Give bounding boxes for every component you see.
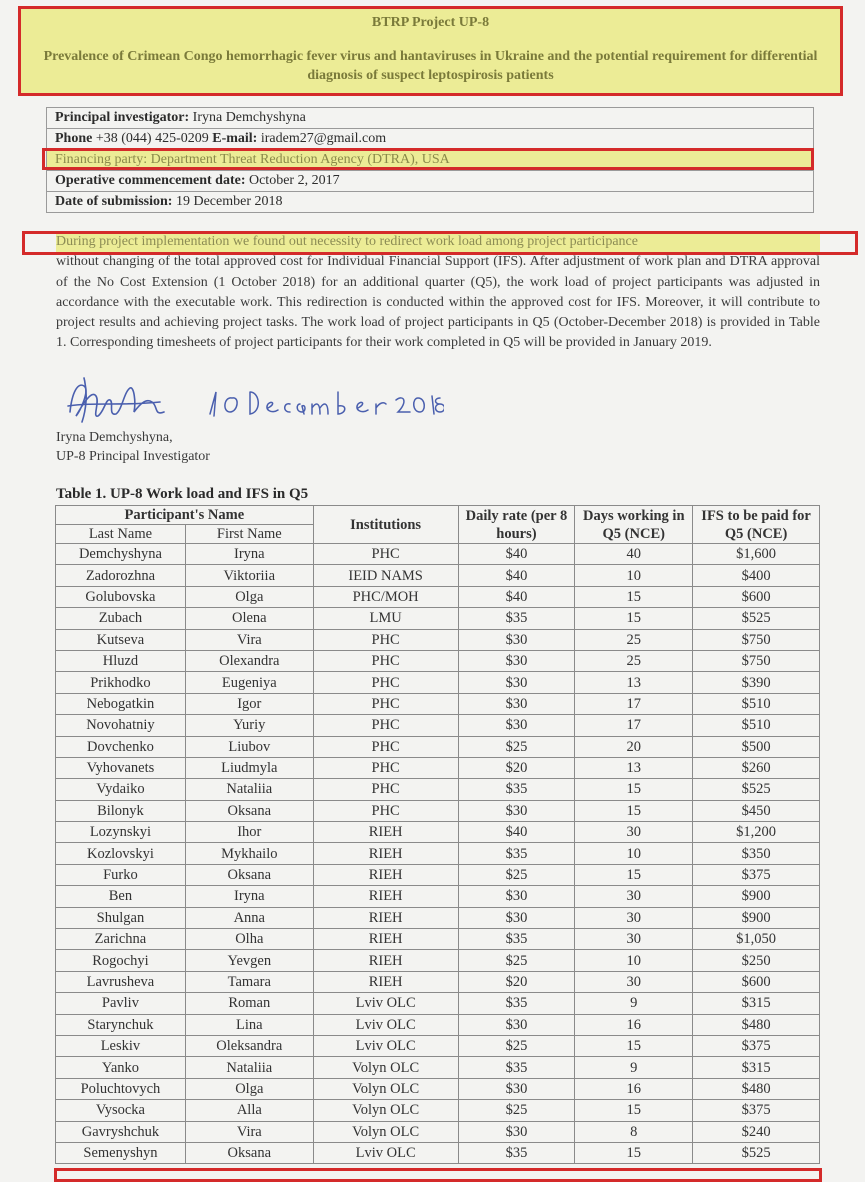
ifs-cell: $600 [693, 971, 820, 992]
ifs-cell: $315 [693, 1057, 820, 1078]
first-name-cell: Oksana [185, 800, 313, 821]
daily-rate-cell: $40 [458, 565, 575, 586]
days-cell: 15 [575, 1142, 693, 1163]
last-name-cell: Hluzd [56, 650, 186, 671]
daily-rate-cell: $35 [458, 779, 575, 800]
first-name-cell: Nataliia [185, 1057, 313, 1078]
days-cell: 20 [575, 736, 693, 757]
institution-cell: PHC [313, 800, 458, 821]
table-row [56, 822, 820, 843]
days-cell: 9 [575, 993, 693, 1014]
institution-cell: Lviv OLC [313, 1142, 458, 1163]
days-cell: 25 [575, 650, 693, 671]
first-name-cell: Yevgen [185, 950, 313, 971]
table-row [56, 1142, 820, 1163]
daily-rate-cell: $30 [458, 693, 575, 714]
info-row [47, 192, 814, 213]
daily-rate-cell: $35 [458, 608, 575, 629]
first-name-cell: Olena [185, 608, 313, 629]
signatory-role: UP-8 Principal Investigator [56, 449, 210, 464]
days-cell: 13 [575, 672, 693, 693]
days-cell: 15 [575, 800, 693, 821]
title-box [18, 6, 843, 96]
daily-rate-cell: $30 [458, 1121, 575, 1142]
first-name-cell: Olga [185, 1078, 313, 1099]
days-cell: 10 [575, 843, 693, 864]
participant-header: Participant's Name [56, 506, 314, 525]
days-cell: 30 [575, 929, 693, 950]
daily-rate-cell: $35 [458, 1057, 575, 1078]
ifs-cell: $375 [693, 1100, 820, 1121]
first-name-cell: Yuriy [185, 715, 313, 736]
last-name-cell: Dovchenko [56, 736, 186, 757]
ifs-cell: $500 [693, 736, 820, 757]
table-title: Table 1. UP-8 Work load and IFS in Q5 [56, 486, 309, 502]
ifs-cell: $250 [693, 950, 820, 971]
last-name-cell: Golubovska [56, 586, 186, 607]
daily-rate-cell: $30 [458, 1014, 575, 1035]
ifs-cell: $375 [693, 864, 820, 885]
table-row [56, 544, 820, 565]
institutions-header: Institutions [313, 506, 458, 544]
ifs-cell: $1,050 [693, 929, 820, 950]
handwritten-signature [64, 372, 444, 432]
last-name-cell: Shulgan [56, 907, 186, 928]
institution-cell: RIEH [313, 822, 458, 843]
table-row [56, 950, 820, 971]
financing-label: Financing party: [55, 152, 148, 167]
daily-rate-cell: $35 [458, 1142, 575, 1163]
days-cell: 17 [575, 715, 693, 736]
table-row [56, 1057, 820, 1078]
last-name-cell: Vyhovanets [56, 757, 186, 778]
first-name-cell: Vira [185, 629, 313, 650]
first-name-cell: Iryna [185, 886, 313, 907]
bottom-highlight-outline [54, 1168, 822, 1182]
daily-rate-cell: $30 [458, 886, 575, 907]
daily-rate-cell: $35 [458, 929, 575, 950]
daily-rate-cell: $40 [458, 822, 575, 843]
first-name-cell: Nataliia [185, 779, 313, 800]
days-cell: 9 [575, 1057, 693, 1078]
first-name-cell: Vira [185, 1121, 313, 1142]
days-cell: 17 [575, 693, 693, 714]
last-name-cell: Bilonyk [56, 800, 186, 821]
daily-rate-cell: $30 [458, 800, 575, 821]
table-row [56, 1100, 820, 1121]
ifs-cell: $525 [693, 779, 820, 800]
days-cell: 16 [575, 1078, 693, 1099]
last-name-cell: Prikhodko [56, 672, 186, 693]
days-cell: 30 [575, 907, 693, 928]
institution-cell: PHC [313, 693, 458, 714]
institution-cell: Volyn OLC [313, 1100, 458, 1121]
institution-cell: PHC/MOH [313, 586, 458, 607]
institution-cell: Volyn OLC [313, 1078, 458, 1099]
table-row [56, 993, 820, 1014]
days-cell: 15 [575, 779, 693, 800]
institution-cell: PHC [313, 779, 458, 800]
last-name-cell: Zubach [56, 608, 186, 629]
submission-label: Date of submission: [55, 194, 173, 209]
days-cell: 40 [575, 544, 693, 565]
institution-cell: RIEH [313, 929, 458, 950]
financing-highlight-outline [42, 148, 814, 170]
institution-cell: IEID NAMS [313, 565, 458, 586]
days-cell: 8 [575, 1121, 693, 1142]
daily-rate-cell: $25 [458, 1035, 575, 1056]
institution-cell: PHC [313, 715, 458, 736]
days-cell: 25 [575, 629, 693, 650]
info-row [47, 171, 814, 192]
email-label: E-mail: [212, 131, 258, 146]
ifs-cell: $350 [693, 843, 820, 864]
days-cell: 30 [575, 886, 693, 907]
institution-cell: RIEH [313, 971, 458, 992]
last-name-cell: Poluchtovych [56, 1078, 186, 1099]
first-name-cell: Liubov [185, 736, 313, 757]
table-row [56, 672, 820, 693]
table-row [56, 629, 820, 650]
last-name-header: Last Name [56, 525, 186, 544]
daily-rate-cell: $25 [458, 950, 575, 971]
table-row [56, 1078, 820, 1099]
days-cell: 30 [575, 971, 693, 992]
submission-value: 19 December 2018 [175, 194, 283, 209]
table-row [56, 1121, 820, 1142]
days-cell: 13 [575, 757, 693, 778]
last-name-cell: Furko [56, 864, 186, 885]
first-name-cell: Lina [185, 1014, 313, 1035]
daily-rate-cell: $30 [458, 907, 575, 928]
ifs-cell: $900 [693, 907, 820, 928]
signatory [56, 428, 210, 466]
institution-cell: PHC [313, 757, 458, 778]
last-name-cell: Rogochyi [56, 950, 186, 971]
first-name-header: First Name [185, 525, 313, 544]
pi-label: Principal investigator: [55, 110, 190, 125]
days-cell: 15 [575, 1100, 693, 1121]
last-name-cell: Nebogatkin [56, 693, 186, 714]
daily-rate-cell: $20 [458, 757, 575, 778]
table-row [56, 1014, 820, 1035]
table-row [56, 864, 820, 885]
ifs-cell: $525 [693, 608, 820, 629]
table-row [56, 757, 820, 778]
table-row [56, 608, 820, 629]
financing-value: Department Threat Reduction Agency (DTRA), USA [150, 152, 450, 167]
table-row [56, 886, 820, 907]
header-row [56, 506, 820, 525]
ifs-cell: $900 [693, 886, 820, 907]
table-row [56, 800, 820, 821]
ifs-cell: $480 [693, 1014, 820, 1035]
days-cell: 16 [575, 1014, 693, 1035]
daily-rate-cell: $35 [458, 993, 575, 1014]
daily-rate-cell: $25 [458, 736, 575, 757]
project-subtitle: Prevalence of Crimean Congo hemorrhagic fever virus and hantaviruses in Ukraine and the potential requirement for differential diagnosis of suspect leptospirosis patients [43, 49, 818, 83]
ifs-cell: $240 [693, 1121, 820, 1142]
days-cell: 10 [575, 950, 693, 971]
ifs-cell: $510 [693, 715, 820, 736]
daily-rate-cell: $30 [458, 1078, 575, 1099]
commencement-label: Operative commencement date: [55, 173, 246, 188]
daily-rate-cell: $20 [458, 971, 575, 992]
institution-cell: RIEH [313, 907, 458, 928]
table-row [56, 929, 820, 950]
institution-cell: RIEH [313, 950, 458, 971]
institution-cell: Volyn OLC [313, 1057, 458, 1078]
days-cell: 15 [575, 1035, 693, 1056]
institution-cell: PHC [313, 672, 458, 693]
info-row [47, 108, 814, 129]
project-title: BTRP Project UP-8 [371, 15, 490, 30]
days-cell: 10 [575, 565, 693, 586]
phone-value: +38 (044) 425-0209 [95, 131, 209, 146]
institution-cell: PHC [313, 650, 458, 671]
ifs-cell: $510 [693, 693, 820, 714]
ifs-cell: $480 [693, 1078, 820, 1099]
info-row [47, 129, 814, 150]
institution-cell: RIEH [313, 864, 458, 885]
last-name-cell: Pavliv [56, 993, 186, 1014]
first-name-cell: Oksana [185, 1142, 313, 1163]
institution-cell: PHC [313, 629, 458, 650]
ifs-cell: $525 [693, 1142, 820, 1163]
days-cell: 15 [575, 608, 693, 629]
signatory-name: Iryna Demchyshyna, [56, 430, 173, 445]
table-row [56, 779, 820, 800]
table-body [56, 544, 820, 1164]
daily-rate-cell: $30 [458, 672, 575, 693]
phone-label: Phone [55, 131, 93, 146]
daily-rate-cell: $25 [458, 864, 575, 885]
daily-rate-cell: $40 [458, 586, 575, 607]
daily-rate-cell: $30 [458, 629, 575, 650]
first-name-cell: Igor [185, 693, 313, 714]
ifs-header: IFS to be paid for Q5 (NCE) [693, 506, 820, 544]
last-name-cell: Zarichna [56, 929, 186, 950]
last-name-cell: Zadorozhna [56, 565, 186, 586]
days-cell: 15 [575, 586, 693, 607]
table-row [56, 565, 820, 586]
last-name-cell: Vysocka [56, 1100, 186, 1121]
first-name-cell: Alla [185, 1100, 313, 1121]
ifs-cell: $260 [693, 757, 820, 778]
last-name-cell: Kozlovskyi [56, 843, 186, 864]
ifs-cell: $750 [693, 650, 820, 671]
ifs-cell: $600 [693, 586, 820, 607]
last-name-cell: Leskiv [56, 1035, 186, 1056]
first-name-cell: Tamara [185, 971, 313, 992]
first-name-cell: Mykhailo [185, 843, 313, 864]
ifs-cell: $315 [693, 993, 820, 1014]
first-name-cell: Viktoriia [185, 565, 313, 586]
table-row [56, 693, 820, 714]
ifs-cell: $750 [693, 629, 820, 650]
institution-cell: Volyn OLC [313, 1121, 458, 1142]
institution-cell: LMU [313, 608, 458, 629]
last-name-cell: Lavrusheva [56, 971, 186, 992]
days-cell: 30 [575, 822, 693, 843]
table-row [56, 715, 820, 736]
institution-cell: Lviv OLC [313, 1035, 458, 1056]
days-header: Days working in Q5 (NCE) [575, 506, 693, 544]
ifs-cell: $400 [693, 565, 820, 586]
days-cell: 15 [575, 864, 693, 885]
rate-header: Daily rate (per 8 hours) [458, 506, 575, 544]
last-name-cell: Yanko [56, 1057, 186, 1078]
ifs-cell: $390 [693, 672, 820, 693]
workload-table [55, 505, 820, 1164]
institution-cell: PHC [313, 544, 458, 565]
first-name-cell: Roman [185, 993, 313, 1014]
ifs-cell: $450 [693, 800, 820, 821]
last-name-cell: Kutseva [56, 629, 186, 650]
ifs-cell: $1,200 [693, 822, 820, 843]
institution-cell: RIEH [313, 886, 458, 907]
daily-rate-cell: $25 [458, 1100, 575, 1121]
first-name-cell: Oleksandra [185, 1035, 313, 1056]
table-row [56, 843, 820, 864]
email-value: iradem27@gmail.com [260, 131, 387, 146]
daily-rate-cell: $30 [458, 715, 575, 736]
last-name-cell: Demchyshyna [56, 544, 186, 565]
last-name-cell: Ben [56, 886, 186, 907]
daily-rate-cell: $30 [458, 650, 575, 671]
daily-rate-cell: $35 [458, 843, 575, 864]
first-name-cell: Olexandra [185, 650, 313, 671]
last-name-cell: Semenyshyn [56, 1142, 186, 1163]
table-row [56, 650, 820, 671]
sentence-highlight-outline [22, 231, 858, 255]
last-name-cell: Gavryshchuk [56, 1121, 186, 1142]
table-row [56, 586, 820, 607]
daily-rate-cell: $40 [458, 544, 575, 565]
first-name-cell: Iryna [185, 544, 313, 565]
pi-value: Iryna Demchyshyna [192, 110, 306, 125]
first-name-cell: Oksana [185, 864, 313, 885]
table-row [56, 1035, 820, 1056]
first-name-cell: Olha [185, 929, 313, 950]
last-name-cell: Lozynskyi [56, 822, 186, 843]
institution-cell: PHC [313, 736, 458, 757]
first-name-cell: Anna [185, 907, 313, 928]
institution-cell: Lviv OLC [313, 993, 458, 1014]
first-name-cell: Ihor [185, 822, 313, 843]
institution-cell: Lviv OLC [313, 1014, 458, 1035]
last-name-cell: Novohatniy [56, 715, 186, 736]
table-row [56, 907, 820, 928]
first-name-cell: Olga [185, 586, 313, 607]
table-row [56, 971, 820, 992]
highlighted-sentence: During project implementation we found out necessity to redirect work load among project participance [56, 232, 820, 252]
last-name-cell: Vydaiko [56, 779, 186, 800]
commencement-value: October 2, 2017 [248, 173, 340, 188]
table-row [56, 736, 820, 757]
first-name-cell: Liudmyla [185, 757, 313, 778]
ifs-cell: $1,600 [693, 544, 820, 565]
paragraph-text: without changing of the total approved cost for Individual Financial Support (IFS). After adjustment of work plan and DTRA approval of the No Cost Extension (1 October 2018) for an additional quarter (Q5), the work load of project participants was adjusted in accordance with the executable work. This redirection is conducted within the approved cost for IFS. Moreover, it will contribute to project results and achieving project tasks. The work load of project participants in Q5 (October-December 2018) is provided in Table 1. Corresponding timesheets of project participants for their work completed in Q5 will be provided in January 2019. [56, 254, 820, 351]
last-name-cell: Starynchuk [56, 1014, 186, 1035]
first-name-cell: Eugeniya [185, 672, 313, 693]
ifs-cell: $375 [693, 1035, 820, 1056]
institution-cell: RIEH [313, 843, 458, 864]
